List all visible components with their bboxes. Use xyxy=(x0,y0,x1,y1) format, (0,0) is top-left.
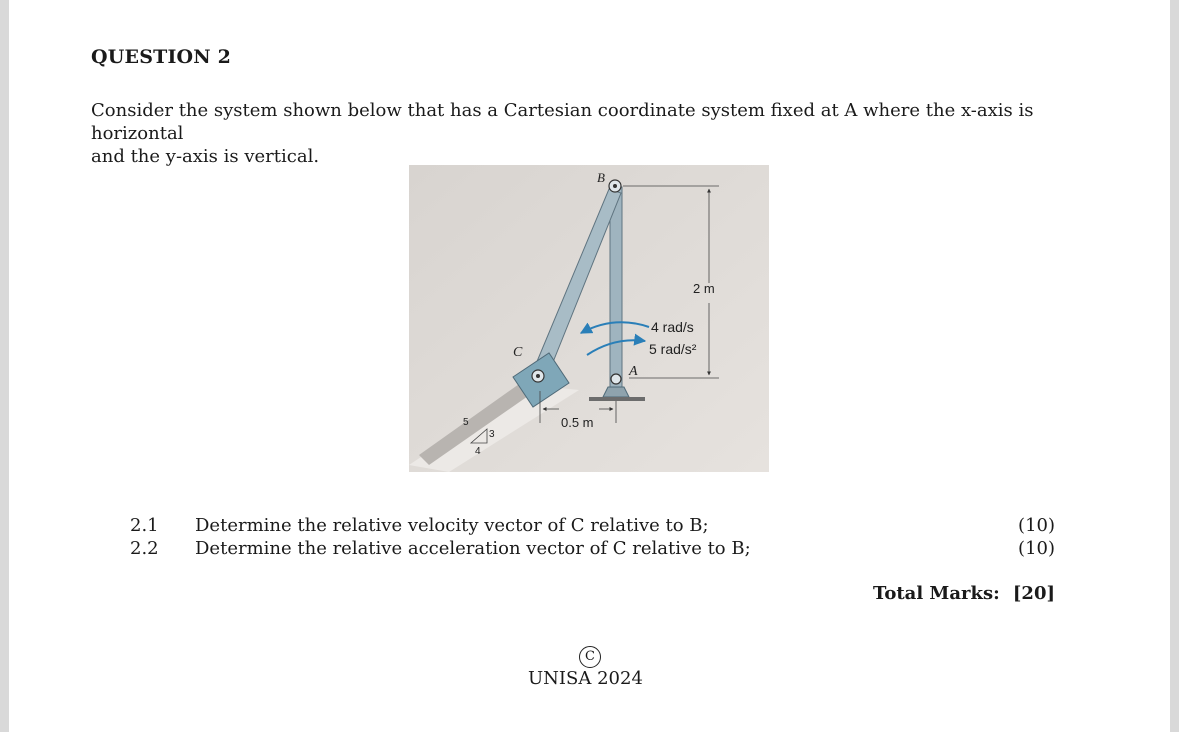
slope-run-label: 4 xyxy=(475,446,481,457)
mechanism-figure xyxy=(409,165,769,472)
item-text: Determine the relative velocity vector of C relative to B; xyxy=(195,515,709,536)
label-2m: 2 m xyxy=(693,281,715,296)
item-number: 2.1 xyxy=(130,515,159,536)
label-alpha: 5 rad/s² xyxy=(649,341,697,357)
copyright-icon: C xyxy=(579,646,601,668)
question-intro xyxy=(91,99,1101,168)
ground-line xyxy=(589,397,645,401)
item-text: Determine the relative acceleration vector of C relative to B; xyxy=(195,538,751,559)
slope-hyp-label: 5 xyxy=(463,417,469,428)
question-heading: QUESTION 2 xyxy=(91,46,232,68)
pin-a-icon xyxy=(611,374,621,384)
slope-rise-label: 3 xyxy=(489,429,495,440)
document-page xyxy=(9,0,1170,732)
support-a xyxy=(603,387,629,397)
mechanism-diagram xyxy=(409,165,769,472)
total-marks-value: [20] xyxy=(1012,583,1055,604)
pin-b-center xyxy=(613,184,617,188)
label-c: C xyxy=(513,345,523,360)
label-omega: 4 rad/s xyxy=(651,319,694,335)
item-marks: (10) xyxy=(1018,515,1055,536)
label-b: B xyxy=(597,170,605,185)
pin-c-center xyxy=(536,374,540,378)
footer-text: UNISA 2024 xyxy=(528,668,643,689)
intro-line-2: and the y-axis is vertical. xyxy=(91,146,320,167)
label-a: A xyxy=(629,364,638,379)
item-number: 2.2 xyxy=(130,538,159,559)
item-marks: (10) xyxy=(1018,538,1055,559)
total-marks-label: Total Marks: xyxy=(873,583,1000,604)
label-05m: 0.5 m xyxy=(561,415,594,430)
intro-line-1: Consider the system shown below that has a Cartesian coordinate system fixed at A where the x-axis is horizontal xyxy=(91,100,1034,144)
